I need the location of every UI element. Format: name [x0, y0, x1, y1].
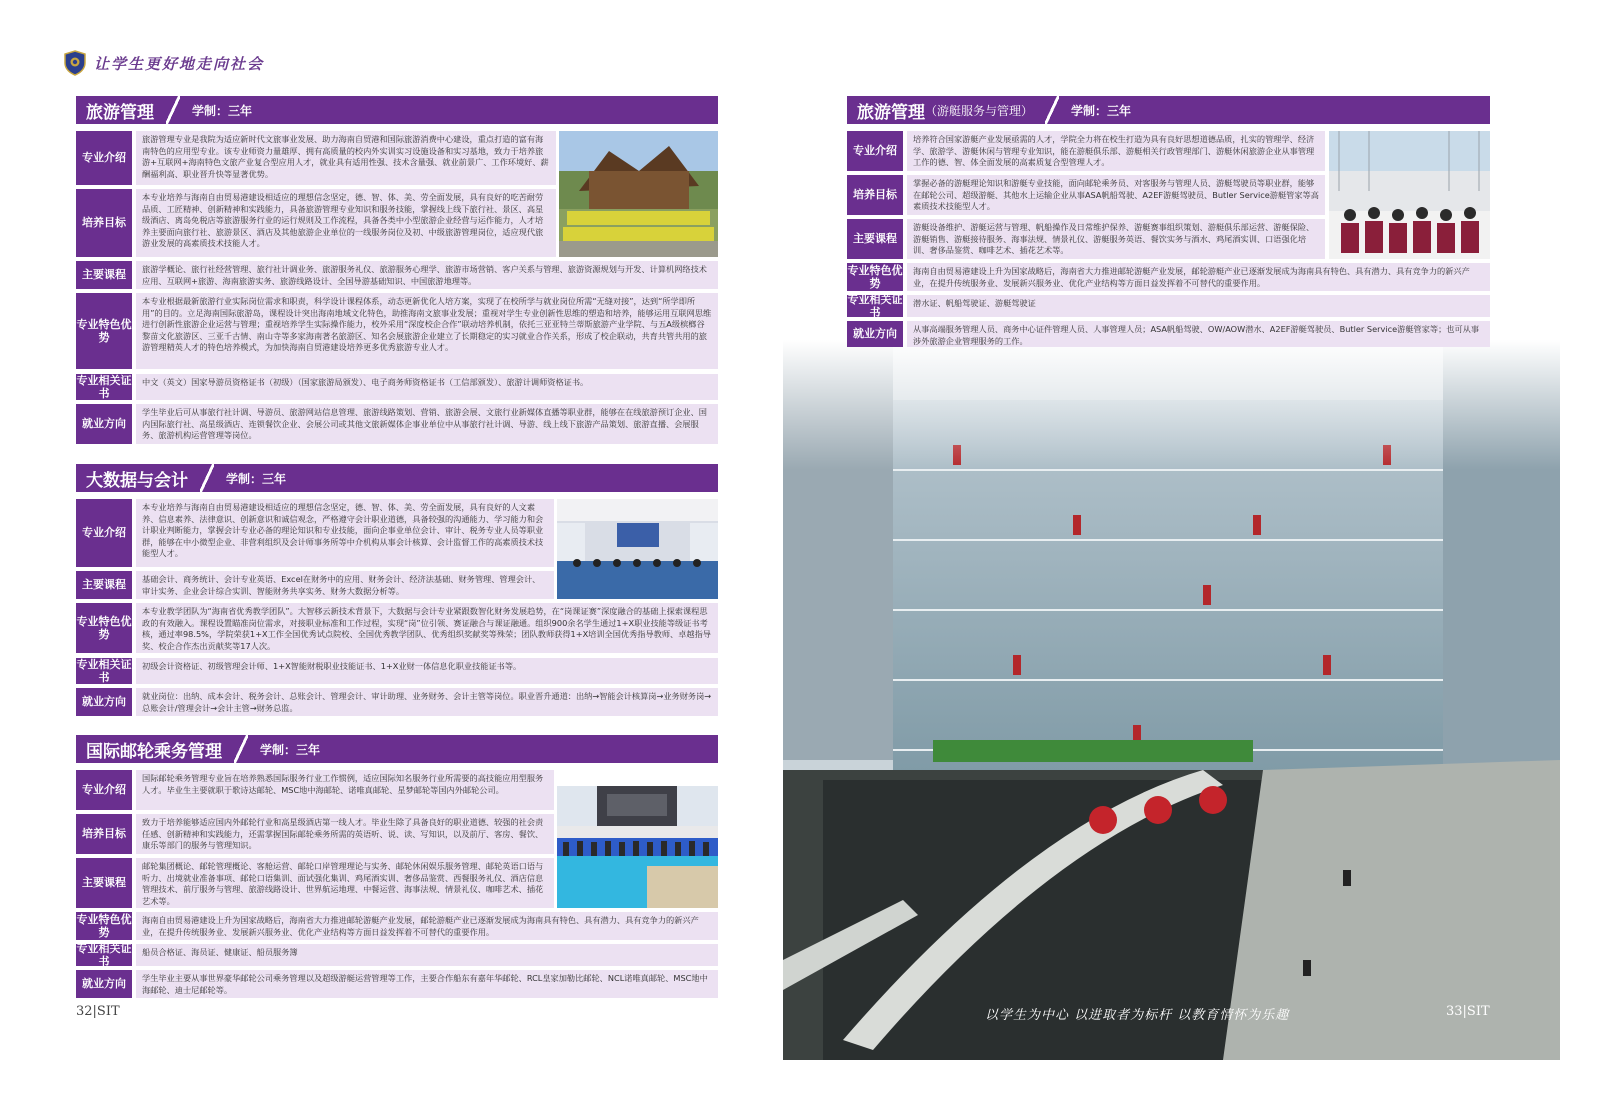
yacht-row-goal	[847, 175, 1325, 215]
row-text: 致力于培养能够适应国内外邮轮行业和高星级酒店第一线人才。毕业生除了具备良好的职业道德、较强的社会责任感、创新精神和实践能力，还需掌握国际邮轮乘务所需的英语听、说、读、写知识，以及前厅、客房、餐饮、康乐等部门的服务与管理知识。	[136, 814, 554, 854]
yacht-row-cert	[847, 292, 1490, 319]
row-label: 培养目标	[76, 814, 132, 854]
tourism-row-intro	[76, 131, 556, 185]
bigdata-row-intro	[76, 499, 554, 567]
row-label: 主要课程	[76, 858, 132, 908]
bigdata-row-career	[76, 688, 718, 716]
row-label: 就业方向	[76, 404, 132, 444]
row-label: 专业介绍	[76, 770, 132, 810]
yacht-row-intro	[847, 131, 1325, 171]
row-text: 学生毕业主要从事世界豪华邮轮公司乘务管理以及超级游艇运营管理等工作，主要合作船东有嘉年华邮轮、RCL皇家加勒比邮轮、NCL诺唯真邮轮、MSC地中海邮轮、迪士尼邮轮等。	[136, 970, 718, 998]
yacht-row-courses	[847, 219, 1325, 259]
row-text: 船员合格证、海员证、健康证、船员服务簿	[136, 944, 718, 966]
bigdata-row-advantage	[76, 603, 718, 653]
header-slogan: 让学生更好地走向社会	[94, 54, 265, 73]
row-text: 中文（英文）国家导游员资格证书（初级）（国家旅游局颁发）、电子商务师资格证书（工信部颁发）、旅游计调师资格证书。	[136, 374, 718, 400]
row-text: 学生毕业后可从事旅行社计调、导游员、旅游网站信息管理、旅游线路策划、营销、旅游会展、文旅行业新媒体直播等职业群，能够在在线旅游预订企业、国内国际旅行社、高星级酒店、连锁餐饮企业、会展公司或其他文旅新媒体企事业单位中从事旅行社计调、导游、线上线下旅游产品策划、旅游直播、会展服务、旅游机构运营管理等岗位。	[136, 404, 718, 444]
row-text: 游艇设备维护、游艇运营与管理、帆船操作及日常维护保养、游艇赛事组织策划、游艇俱乐部运营、游艇保险、游艇销售、游艇接待服务、海事法规、情景礼仪、游艇服务英语、餐饮实务与酒水、鸡尾酒实训、口语强化培训、奢侈品鉴赏、咖啡艺术、插花艺术等。	[907, 219, 1325, 259]
tourism-row-goal	[76, 189, 556, 257]
row-label: 专业相关证书	[76, 373, 132, 400]
row-text: 本专业教学团队为“海南省优秀教学团队”。大智移云新技术背景下，大数据与会计专业紧跟数智化财务发展趋势，在“岗课证赛”深度融合的基础上探索课程思政的有效融入。课程设置瞄准岗位需求，对接职业标准和工作过程，实现“岗”位引领、赛证融合与课证融通。组织900余名学生通过1+X职业技能等级证书考核，通过率98.5%，学院荣获1+X工作全国优秀试点院校、全国优秀教学团队、优秀组织奖献奖等殊荣；团队教师获得1+X培训全国优秀指导教师、卓越指导奖、校企合作杰出贡献奖等17人次。	[136, 603, 718, 653]
row-label: 专业介绍	[76, 131, 132, 185]
yacht-row-advantage	[847, 263, 1490, 291]
campus-building-photo	[783, 340, 1560, 1060]
section-years: 学制：三年	[226, 471, 287, 486]
row-label: 专业相关证书	[76, 941, 132, 968]
cruise-row-courses	[76, 858, 554, 908]
row-label: 专业特色优势	[76, 293, 132, 369]
header-logo	[64, 50, 264, 76]
row-text: 旅游学概论、旅行社经营管理、旅行社计调业务、旅游服务礼仪、旅游服务心理学、旅游市场营销、客户关系与管理、旅游资源规划与开发、计算机网络技术应用、互联网+旅游、海南旅游实务、旅游线路设计、全国导游基础知识、中国旅游地理等。	[136, 261, 718, 289]
row-text: 国际邮轮乘务管理专业旨在培养熟悉国际服务行业工作惯例，适应国际知名服务行业所需要的高技能应用型服务人才。毕业生主要就职于歌诗达邮轮、MSC地中海邮轮、诺唯真邮轮、星梦邮轮等国内外邮轮公司。	[136, 770, 554, 810]
left-page-number: 32|SIT	[76, 1004, 120, 1019]
tourism-row-courses	[76, 261, 718, 289]
row-label: 就业方向	[76, 688, 132, 716]
row-text: 从事高端服务管理人员、商务中心证件管理人员、人事管理人员；ASA帆船驾驶、OW/AOW潜水、A2EF游艇驾驶员、Butler Service游艇管家等；也可从事涉外旅游企业管理服务的工作。	[907, 321, 1490, 347]
bottom-slogan: 以学生为中心 以进取者为标杆 以教育情怀为乐趣	[985, 1008, 1290, 1023]
row-text: 基础会计、商务统计、会计专业英语、Excel在财务中的应用、财务会计、经济法基础、财务管理、管理会计、审计实务、企业会计综合实训、智能财务共享实务、财务大数据分析等。	[136, 571, 554, 599]
shield-icon	[64, 50, 86, 76]
row-text: 本专业培养与海南自由贸易港建设相适应的理想信念坚定，德、智、体、美、劳全面发展，具有良好的吃苦耐劳品质、工匠精神、创新精神和实践能力，具备旅游管理专业知识和服务技能，掌握线上线下旅行社、景区、高星级酒店、离岛免税店等旅游服务行业的运行规则及工作流程，具备各类中小型旅游企业经营与运作能力，人才培养主要面向旅行社、旅游景区、酒店及其他旅游企业单位的一线服务岗位及初、中级旅游管理岗位，适应现代旅游业发展的高素质技术技能人才。	[136, 189, 556, 257]
tourism-row-advantage	[76, 293, 718, 369]
section-years: 学制：三年	[260, 742, 321, 757]
row-text: 初级会计资格证、初级管理会计师、1+X智能财税职业技能证书、1+X业财一体信息化职业技能证书等。	[136, 658, 718, 684]
row-text: 邮轮集团概论、邮轮管理概论、客舱运营、邮轮口岸管理理论与实务、邮轮休闲娱乐服务管理、邮轮英语口语与听力、出境就业准备事项、邮轮口语集训、面试强化集训、鸡尾酒实训、奢侈品鉴赏、西餐服务礼仪、酒店信息管理技术、前厅服务与管理、旅游线路设计、世界航运地理、中餐运营、海事法规、情景礼仪、咖啡艺术、插花艺术等。	[136, 858, 554, 908]
section-title-yacht	[847, 96, 1490, 124]
row-label: 主要课程	[847, 219, 903, 259]
yacht-students-photo	[1329, 131, 1490, 259]
row-label: 专业相关证书	[847, 292, 903, 319]
row-label: 就业方向	[76, 970, 132, 998]
cruise-row-cert	[76, 941, 718, 968]
yacht-row-career	[847, 321, 1490, 347]
title-slash	[200, 464, 214, 492]
row-label: 专业相关证书	[76, 657, 132, 684]
section-name: 旅游管理	[857, 102, 925, 123]
section-name: 国际邮轮乘务管理	[86, 741, 222, 762]
row-text: 掌握必备的游艇理论知识和游艇专业技能，面向邮轮乘务员、对客服务与管理人员、游艇驾驶员等职业群，能够在邮轮公司、超级游艇、其他水上运输企业从事ASA帆船驾驶、A2EF游艇驾驶员、Butler Service游艇管家等高素质技术技能型人才。	[907, 175, 1325, 215]
section-title-cruise	[76, 735, 718, 763]
row-label: 主要课程	[76, 261, 132, 289]
tourism-group-photo	[559, 131, 718, 257]
bigdata-row-courses	[76, 571, 554, 599]
cruise-row-goal	[76, 814, 554, 854]
row-label: 就业方向	[847, 321, 903, 347]
section-name: 旅游管理	[86, 102, 154, 123]
section-title-tourism	[76, 96, 718, 124]
row-label: 主要课程	[76, 571, 132, 599]
row-label: 专业特色优势	[76, 603, 132, 653]
tourism-row-cert	[76, 374, 718, 400]
tourism-row-career	[76, 404, 718, 444]
section-title-bigdata	[76, 464, 718, 492]
row-label: 培养目标	[76, 189, 132, 257]
section-name: 大数据与会计	[86, 470, 188, 491]
section-years: 学制：三年	[1071, 103, 1132, 118]
row-label: 专业特色优势	[76, 912, 132, 939]
row-label: 专业特色优势	[847, 263, 903, 290]
row-text: 海南自由贸易港建设上升为国家战略后，海南省大力推进邮轮游艇产业发展，邮轮游艇产业已逐渐发展成为海南具有特色、具有潜力、具有竞争力的新兴产业，在提升传统服务业、发展新兴服务业、优化产业结构等方面日益发挥着不可替代的重要作用。	[136, 912, 718, 940]
bigdata-classroom-photo	[557, 499, 718, 599]
row-label: 培养目标	[847, 175, 903, 215]
row-label: 专业介绍	[76, 499, 132, 567]
title-slash	[166, 96, 180, 124]
row-label: 专业介绍	[847, 131, 903, 171]
cruise-row-intro	[76, 770, 554, 810]
row-text: 培养符合国家游艇产业发展亟需的人才，学院全力将在校生打造为具有良好思想道德品质，扎实的管理学、经济学、旅游学、游艇休闲与管理专业知识，能在游艇俱乐部、游艇相关行政管理部门、游艇休闲旅游企业从事管理工作的德、智、体全面发展的高素质复合型管理人才。	[907, 131, 1325, 171]
title-slash	[1045, 96, 1059, 124]
cruise-row-career	[76, 970, 718, 998]
row-text: 潜水证、帆船驾驶证、游艇驾驶证	[907, 295, 1490, 317]
row-text: 本专业根据最新旅游行业实际岗位需求和职责，科学设计课程体系，动态更新优化人培方案，实现了在校所学与就业岗位所需“无缝对接”，达到“所学即所用”的目的。立足海南国际旅游岛，课程设计突出海南地域文化特色，助推海南文旅事业发展；重视对学生专业创新性思维的塑造和培养，能够运用互联网思维进行创新性旅游企业运营与管理；重视培养学生实际操作能力，校外采用“深度校企合作”联动培养机制，依托三亚亚特兰蒂斯旅游产业学院、与五A级槟榔谷黎苗文化旅游区、三亚千古情、南山寺等多家海南著名旅游区、知名会展旅游企业建立了长期稳定的实习就业合作关系，形成了校企联动，共育共管共用的旅游管理精英人才的特色培养模式，为加快海南自贸港建设培养更多优秀旅游专业人才。	[136, 293, 718, 369]
row-text: 本专业培养与海南自由贸易港建设相适应的理想信念坚定，德、智、体、美、劳全面发展，具有良好的人文素养、信息素养、法律意识、创新意识和诚信观念，严格遵守会计职业道德，具备较强的沟通能力、学习能力和会计职业判断能力，掌握会计专业必备的理论知识和专业技能，面向企事业单位会计、审计、税务专业人员等职业群，能够在中小微型企业、非营利组织及会计师事务所等中介机构从事会计核算、会计监督工作的高素质技术技能型人才。	[136, 499, 554, 567]
cruise-row-advantage	[76, 912, 718, 940]
cruise-ship-photo	[557, 786, 718, 908]
section-years: 学制：三年	[192, 103, 253, 118]
bigdata-row-cert	[76, 658, 718, 684]
row-text: 旅游管理专业是我院为适应新时代文旅事业发展、助力海南自贸港和国际旅游消费中心建设，重点打造的富有海南特色的应用型专业。该专业师资力量雄厚、拥有高质量的校内外实训实习设施设备和实习基地，致力于培养旅游+互联网+海南特色文旅产业复合型应用人才，就业具有适用性强、技术含量强、就业前景广、工作环境好、薪酬福利高、职业晋升快等显著优势。	[136, 131, 556, 185]
title-slash	[234, 735, 248, 763]
row-text: 海南自由贸易港建设上升为国家战略后，海南省大力推进邮轮游艇产业发展，邮轮游艇产业已逐渐发展成为海南具有特色、具有潜力、具有竞争力的新兴产业，在提升传统服务业、发展新兴服务业、优化产业结构等方面日益发挥着不可替代的重要作用。	[907, 263, 1490, 291]
section-subtitle: （游艇服务与管理）	[925, 103, 1034, 118]
row-text: 就业岗位：出纳、成本会计、税务会计、总账会计、管理会计、审计助理、业务财务、会计主管等岗位。职业晋升通道：出纳→智能会计核算岗→业务财务岗→总账会计/管理会计→会计主管→财务总监。	[136, 688, 718, 716]
right-page-number: 33|SIT	[1446, 1004, 1490, 1019]
